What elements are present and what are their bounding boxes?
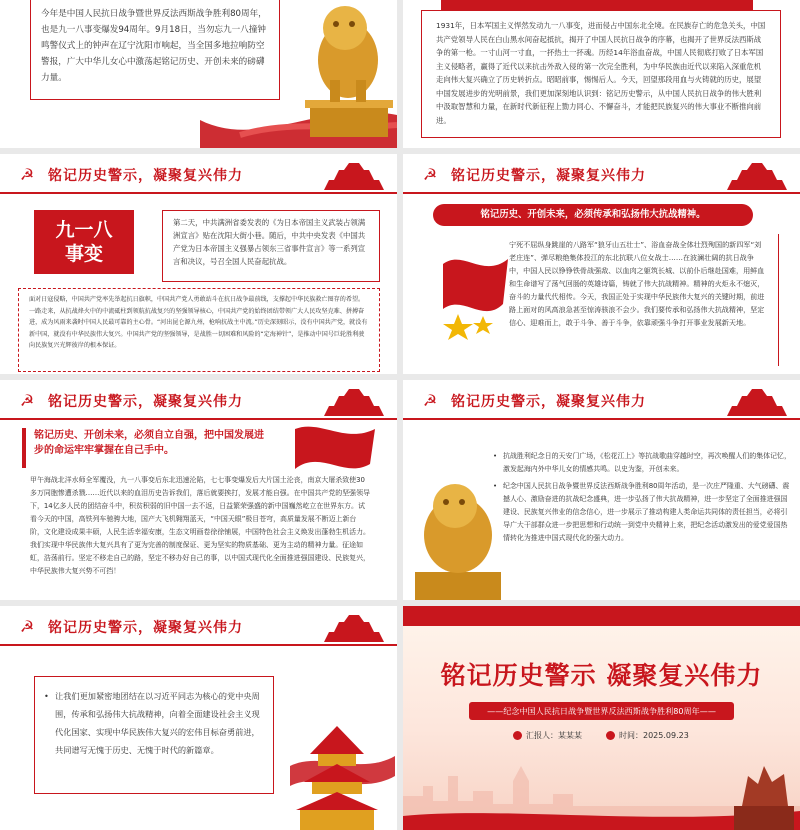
- slide-4[interactable]: [403, 154, 800, 374]
- slide2-paragraph: 1931年，日本军国主义悍然发动九一八事变，进而侵占中国东北全境。在民族存亡的危急关头，中国共产党领导人民在白山黑水间奋起抵抗，揭开了中国人民抗日战争的序幕，也揭开了世界反法西斯战争的第一枪。一寸山河一寸血，一抔热土一抔魂。历经14年浴血奋战，中国人民彻底打败了日本军国主义侵略者，赢得了近代以来抗击外敌入侵的第一次完全胜利，为中华民族由近代以来陷入深重危机走向伟大复兴确立了历史转折点。昭昭前事，惕惕后人。今天，回望那段用血与火铸就的历史，展望中国发展进步的光明前景，我们更加深刻地认识到：铭记历史警示，从中国人民抗日战争的伟大胜利中汲取智慧和力量，在新时代新征程上勠力同心、不懈奋斗，才能把民族复兴的伟大事业不断推向前进。: [436, 21, 766, 125]
- slide7-header: [0, 606, 397, 648]
- slide-1[interactable]: [0, 0, 397, 148]
- slide4-paragraph: 宁死不屈纵身跳崖的八路军“狼牙山五壮士”、浴血奋战全体壮烈殉国的新四军“刘老庄连”、弹尽粮绝集体投江的东北抗联八位女战士……在波澜壮阔的抗日战争中，中国人民以铮铮铁骨战强敌、以血肉之躯筑长城、以前仆后继赴国难，用鲜血和生命谱写了荡气回肠的英雄诗篇，铸就了伟大抗战精神。精神的火炬永不熄灭，奋斗的力量代代相传。今天，我国正处于实现中华民族伟大复兴的关键时期，前进路上面对的风高浪急甚至惊涛骇浪不会少。我们要传承和弘扬伟大抗战精神，坚定信心、迎难而上，敢于斗争、善于斗争，依靠顽强斗争打开事业发展新天地。: [509, 240, 765, 327]
- slide6-text-area: [493, 450, 793, 545]
- slide5-paragraph: 甲午海战北洋水师全军覆没，九一八事变后东北迅速沦陷，七七事变爆发后大片国土沦丧，南京大屠杀致使30多万同胞惨遭杀戮……近代以来的血泪历史告诉我们，落后就要挨打，发展才能自强。在中国共产党的坚强领导下，14亿多人民的团结奋斗中，积贫积弱的旧中国一去不返，日益繁荣强盛的新中国巍然屹立在世界东方。试看今天的中国，高铁列车驰骋大地，国产大飞机翱翔蓝天，“中国天眼”极目苍穹，高质量发展不断迈上新台阶，文化建设成果丰硕，人民生活幸福安康，生态文明画卷徐徐铺展，中国特色社会主义焕发出蓬勃生机活力。我们实现中华民族伟大复兴具有了更为完善的制度保证、更为坚实的物质基础、更为主动的精神力量。征途如虹，浩荡前行。坚定不移走自己的路，坚定不移办好自己的事，以中国式现代化全面推进强国建设、民族复兴，中华民族伟大复兴势不可挡！: [30, 476, 370, 575]
- tiananmen-icon: [319, 612, 389, 644]
- reporter-field: [513, 730, 582, 741]
- slide8-top-band: [403, 606, 800, 626]
- slide7-header-title: 铭记历史警示，凝聚复兴伟力: [48, 620, 243, 636]
- slide4-banner: [433, 204, 753, 226]
- slide6-bullet1-text: 抗战胜利纪念日的天安门广场，《松花江上》等抗战歌曲穿越时空，再次唤醒人们的集体记忆，激发起海内外中华儿女的情感共鸣。以史为鉴，开创未来。: [503, 452, 791, 473]
- slide5-banner-text: 铭记历史、开创未来，必须自立自强，把中国发展进步的命运牢牢掌握在自己手中。: [34, 430, 264, 456]
- slide6-bullet2: • 纪念中国人民抗日战争暨世界反法西斯战争胜利80周年活动，是一次庄严隆重、大气磅礴、震撼人心、激励奋进的抗战纪念盛典，进一步弘扬了伟大抗战精神，进一步坚定了全面推进强国建设、民族复兴伟业的信念信心，进一步展示了推动构建人类命运共同体的责任担当，必将引导广大干部群众进一步把思想和行动统一到党中央精神上来，把纪念活动激发出的爱党爱国热情转化为推进中国式现代化的强大动力。: [493, 482, 790, 542]
- slide-7[interactable]: [0, 606, 397, 830]
- slide3-box1: [162, 210, 380, 282]
- slide5-banner: [22, 428, 272, 468]
- slide4-header-title: 铭记历史警示，凝聚复兴伟力: [451, 168, 646, 184]
- slide6-header: [403, 380, 800, 422]
- slide2-red-top-bar: [441, 0, 753, 10]
- slide4-header: [403, 154, 800, 196]
- slide3-header-title: 铭记历史警示，凝聚复兴伟力: [48, 168, 243, 184]
- slide8-meta: [513, 730, 733, 741]
- time-label: 时间：2025.09.23: [619, 731, 689, 740]
- slide1-paragraph: 今年是中国人民抗日战争暨世界反法西斯战争胜利80周年，也是九一八事变爆发94周年。9月18日，当勿忘九一八撞钟鸣警仪式上的钟声在辽宁沈阳市响起，当全国多地拉响防空警报，广大中华儿女心中激荡起铭记历史、开创未来的磅礴力量。: [41, 9, 267, 83]
- slide-3[interactable]: [0, 154, 397, 374]
- party-emblem-icon: ☭: [19, 165, 35, 184]
- party-emblem-icon: ☭: [422, 165, 438, 184]
- party-emblem-icon: ☭: [19, 391, 35, 410]
- slide5-header-title: 铭记历史警示，凝聚复兴伟力: [48, 394, 243, 410]
- slide-8[interactable]: [403, 606, 800, 830]
- tiananmen-icon: [722, 386, 792, 418]
- reporter-label: 汇报人：某某某: [526, 731, 582, 740]
- event-title: 九一八事变: [55, 219, 113, 265]
- event-title-block: [34, 210, 134, 274]
- red-flag-icon: [290, 424, 380, 474]
- party-emblem-icon: ☭: [422, 391, 438, 410]
- slide-5[interactable]: [0, 380, 397, 600]
- slide6-bullet2-text: 纪念中国人民抗日战争暨世界反法西斯战争胜利80周年活动，是一次庄严隆重、大气磅礴、震撼人心、激励奋进的抗战纪念盛典，进一步弘扬了伟大抗战精神，进一步坚定了全面推进强国建设、民族复兴伟业的信念信心，进一步展示了推动构建人类命运共同体的责任担当，必将引导广大干部群众进一步把思想和行动统一到党中央精神上来，把纪念活动激发出的爱党爱国热情转化为推进中国式现代化的强大动力。: [503, 482, 790, 542]
- golden-lion-statue-icon: [403, 480, 513, 600]
- slide-2[interactable]: [403, 0, 800, 148]
- slide8-title: 铭记历史警示 凝聚复兴伟力: [440, 661, 763, 690]
- tiananmen-icon: [319, 160, 389, 192]
- slide2-text-box: [421, 10, 781, 138]
- slide-6[interactable]: [403, 380, 800, 600]
- tiananmen-icon: [319, 386, 389, 418]
- tiananmen-icon: [722, 160, 792, 192]
- slide5-header: [0, 380, 397, 422]
- slide4-banner-text: 铭记历史、开创未来，必须传承和弘扬伟大抗战精神。: [480, 209, 706, 220]
- golden-lion-statue-icon: [300, 0, 395, 140]
- time-field: [606, 730, 689, 741]
- party-emblem-icon: ☭: [19, 617, 35, 636]
- slide4-text-box: [499, 234, 779, 366]
- slide7-bullet-text: 让我们更加紧密地团结在以习近平同志为核心的党中央周围，传承和弘扬伟大抗战精神，向着全面建设社会主义现代化国家、实现中华民族伟大复兴的宏伟目标奋勇前进，共同谱写无愧于历史、无愧于时代的新篇章。: [55, 691, 260, 755]
- slide3-box1-text: 第二天，中共满洲省委发表的《为日本帝国主义武装占领满洲宣言》贴在沈阳大街小巷。随后，中共中央发表《中国共产党为日本帝国主义强暴占领东三省事件宣言》等一系列宣言和决议，号召全国人民奋起抗战。: [173, 218, 366, 266]
- monument-sculpture-icon: [728, 756, 800, 830]
- slide7-text-box: • 让我们更加紧密地团结在以习近平同志为核心的党中央周围，传承和弘扬伟大抗战精神，向着全面建设社会主义现代化国家、实现中华民族伟大复兴的宏伟目标奋勇前进，共同谱写无愧于历史、无愧于时代的新篇章。: [34, 676, 274, 794]
- slide3-box2: [18, 288, 380, 372]
- slide3-header: [0, 154, 397, 196]
- slide8-subtitle: ——纪念中国人民抗日战争暨世界反法西斯战争胜利80周年——: [469, 702, 734, 720]
- slide6-bullet1: • 抗战胜利纪念日的天安门广场，《松花江上》等抗战歌曲穿越时空，再次唤醒人们的集体记忆，激发起海内外中华儿女的情感共鸣。以史为鉴，开创未来。: [493, 452, 791, 473]
- slide6-header-title: 铭记历史警示，凝聚复兴伟力: [451, 394, 646, 410]
- temple-of-heaven-icon: [280, 716, 395, 830]
- slide3-box2-text: 面对日寇侵略，中国共产党率先举起抗日旗帜，中国共产党人勇敢站斗在抗日战争最前线，支撑起中华民族救亡图存的希望。一路走来，从抗战烽火中的中流砥柱到领航抗战复兴的坚强领导核心，中国共产党的始终团结带领广大人民攻坚克难、拼搏奋进，成为风雨来袭时中国人民最可靠的主心骨。“河出昆仑源九州，枪响抗战主中流。”历史深刻昭示，没有中国共产党，就没有新中国，就没有中华民族伟大复兴。中国共产党的坚强领导，是战胜一切困难和风险的“定海神针”，是推动中国号巨轮胜利驶向民族复兴光辉彼岸的根本保证。: [29, 296, 368, 350]
